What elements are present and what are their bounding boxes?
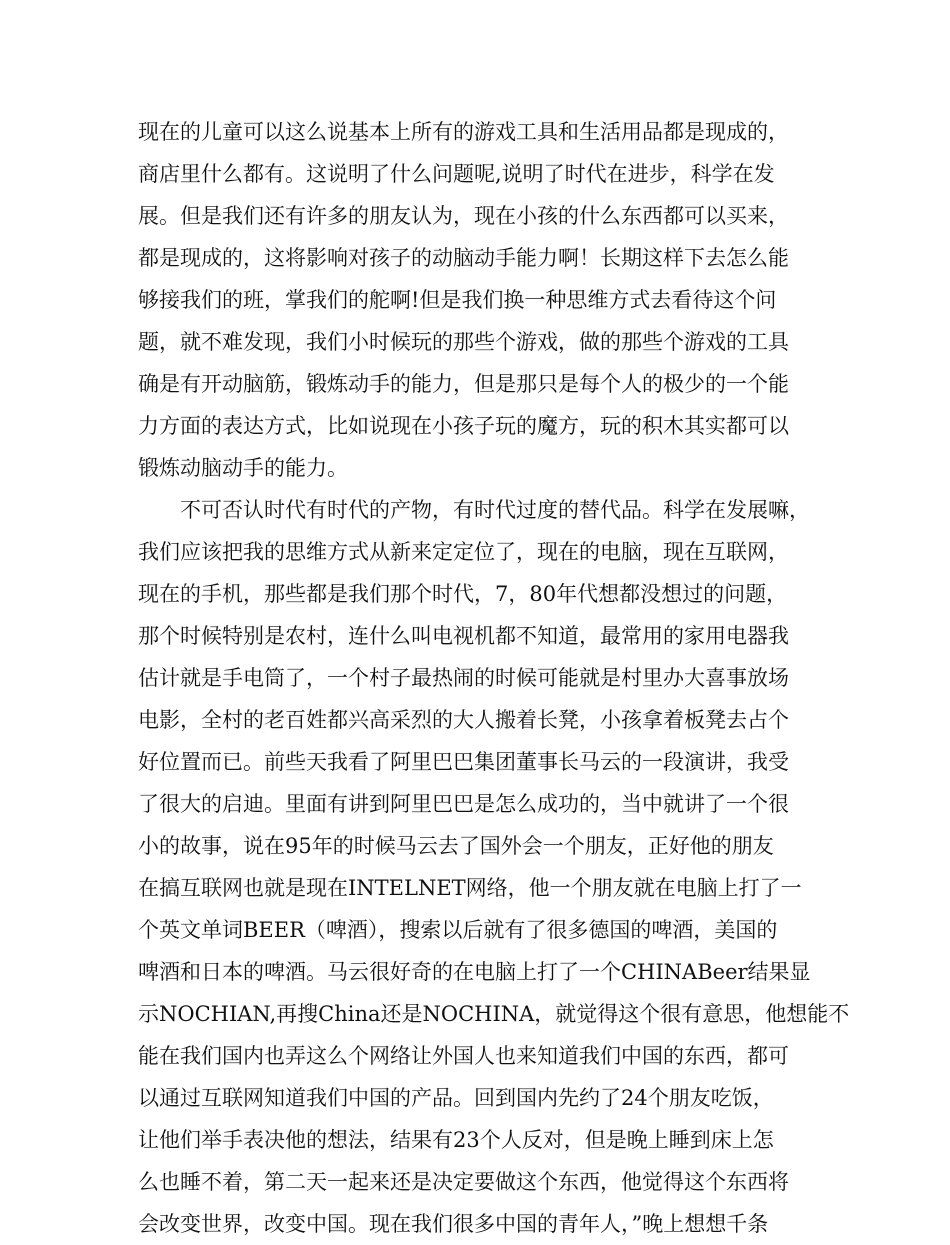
text-line: 现在的手机，那些都是我们那个时代，7，80年代想都没想过的问题， <box>138 582 788 606</box>
text-line: 以通过互联网知道我们中国的产品。回到国内先约了24个朋友吃饭， <box>138 1086 774 1110</box>
text-line: 让他们举手表决他的想法，结果有23个人反对，但是晚上睡到床上怎 <box>138 1128 774 1152</box>
text-line-indented: 不可否认时代有时代的产物，有时代过度的替代品。科学在发展嘛， <box>180 498 810 522</box>
text-line: 力方面的表达方式，比如说现在小孩子玩的魔方，玩的积木其实都可以 <box>138 414 789 438</box>
text-line: 现在的儿童可以这么说基本上所有的游戏工具和生活用品都是现成的， <box>138 120 789 144</box>
document-body <box>138 111 850 1245</box>
paragraph-1 <box>138 111 828 489</box>
text-line: 在搞互联网也就是现在INTELNET网络，他一个朋友就在电脑上打了一 <box>138 876 802 900</box>
text-line: 能在我们国内也弄这么个网络让外国人也来知道我们中国的东西，都可 <box>138 1044 789 1068</box>
text-line: 个英文单词BEER（啤酒），搜索以后就有了很多德国的啤酒，美国的 <box>138 918 778 942</box>
text-line: 会改变世界，改变中国。现在我们很多中国的青年人，”晚上想想千条 <box>138 1212 769 1236</box>
text-line: 确是有开动脑筋，锻炼动手的能力，但是那只是每个人的极少的一个能 <box>138 372 789 396</box>
text-line: 那个时候特别是农村，连什么叫电视机都不知道，最常用的家用电器我 <box>138 624 789 648</box>
text-line: 小的故事，说在95年的时候马云去了国外会一个朋友，正好他的朋友 <box>138 834 774 858</box>
text-line: 电影，全村的老百姓都兴高采烈的大人搬着长凳，小孩拿着板凳去占个 <box>138 708 789 732</box>
text-line: 够接我们的班，掌我们的舵啊!但是我们换一种思维方式去看待这个问 <box>138 288 777 312</box>
text-line: 展。但是我们还有许多的朋友认为，现在小孩的什么东西都可以买来， <box>138 204 789 228</box>
text-line: 么也睡不着，第二天一起来还是决定要做这个东西，他觉得这个东西将 <box>138 1170 789 1194</box>
text-line: 题，就不难发现，我们小时候玩的那些个游戏，做的那些个游戏的工具 <box>138 330 789 354</box>
text-line: 啤酒和日本的啤酒。马云很好奇的在电脑上打了一个CHINABeer结果显 <box>138 960 811 984</box>
text-line: 我们应该把我的思维方式从新来定定位了，现在的电脑，现在互联网， <box>138 540 789 564</box>
text-line: 示NOCHIAN,再搜China还是NOCHINA，就觉得这个很有意思，他想能不 <box>138 1002 850 1026</box>
text-line: 都是现成的，这将影响对孩子的动脑动手能力啊！长期这样下去怎么能 <box>138 246 789 270</box>
text-line: 锻炼动脑动手的能力。 <box>138 456 348 480</box>
text-line: 好位置而已。前些天我看了阿里巴巴集团董事长马云的一段演讲，我受 <box>138 750 789 774</box>
text-line: 估计就是手电筒了，一个村子最热闹的时候可能就是村里办大喜事放场 <box>138 666 789 690</box>
text-line: 了很大的启迪。里面有讲到阿里巴巴是怎么成功的，当中就讲了一个很 <box>138 792 789 816</box>
text-line: 商店里什么都有。这说明了什么问题呢,说明了时代在进步，科学在发 <box>138 162 775 186</box>
paragraph-2 <box>138 489 850 1245</box>
